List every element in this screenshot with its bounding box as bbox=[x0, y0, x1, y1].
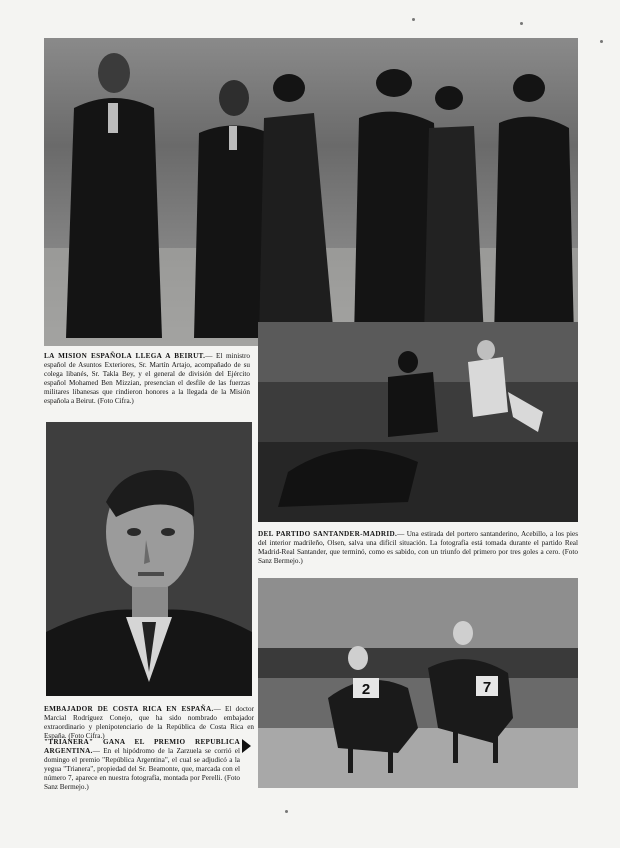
caption-football-headline: DEL PARTIDO SANTANDER-MADRID. bbox=[258, 530, 398, 538]
print-speck bbox=[285, 810, 288, 813]
print-speck bbox=[520, 22, 523, 25]
horse-number-2: 2 bbox=[361, 681, 371, 698]
horse-number-7: 7 bbox=[482, 679, 492, 696]
caption-racing-headline: "TRIANERA" GANA EL PREMIO REPUBLICA ARGENTINA. bbox=[44, 738, 240, 756]
photo-horse-race bbox=[258, 578, 578, 788]
caption-portrait-headline: EMBAJADOR DE COSTA RICA EN ESPAÑA. bbox=[44, 705, 214, 713]
photo-football-match bbox=[258, 322, 578, 522]
caption-football-body: — Una estirada del portero santanderino, Acebillo, a los pies del interior madrileño, Olsen, salva una difícil situación. La fotografía está tomada durante el partido Real Madrid-Real Santander, que terminó, como es sabido, con un triunfo del primero por tres goles a cero. (Foto Sanz Bermejo.) bbox=[258, 530, 579, 566]
caption-arrow-icon bbox=[242, 739, 251, 753]
caption-beirut-headline: LA MISION ESPAÑOLA LLEGA A BEIRUT. bbox=[44, 352, 206, 360]
photo-portrait-ambassador bbox=[46, 422, 252, 696]
caption-portrait bbox=[44, 705, 254, 741]
caption-racing bbox=[44, 738, 240, 793]
photo-beirut-mission bbox=[44, 38, 578, 346]
print-speck bbox=[412, 18, 415, 21]
caption-racing-body: — En el hipódromo de la Zarzuela se corrió el domingo el premio "República Argentina", el cual se adjudicó a la yegua "Trianera", propiedad del Sr. Beamonte, que, marcada con el número 7, aparece en nuestra fotografía, montada por Perelli. (Foto Sanz Bermejo.) bbox=[44, 747, 240, 792]
caption-beirut bbox=[44, 352, 250, 407]
caption-portrait-body: — El doctor Marcial Rodríguez Conejo, que ha sido nombrado embajador extraordinario y plenipotenciario de la República de Costa Rica en España. (Foto Cifra.) bbox=[44, 705, 254, 741]
caption-beirut-body: — El ministro español de Asuntos Exteriores, Sr. Martín Artajo, acompañado de su colega libanés, Sr. Takla Bey, y el general de división del Ejército español Mohamed Ben Mizzian, presencian el desfile de las fuerzas militares libanesas que rindieron honores a la llegada de la Misión española a Beirut. (Foto Cifra.) bbox=[44, 352, 250, 406]
caption-football bbox=[258, 530, 578, 566]
print-speck bbox=[600, 40, 603, 43]
